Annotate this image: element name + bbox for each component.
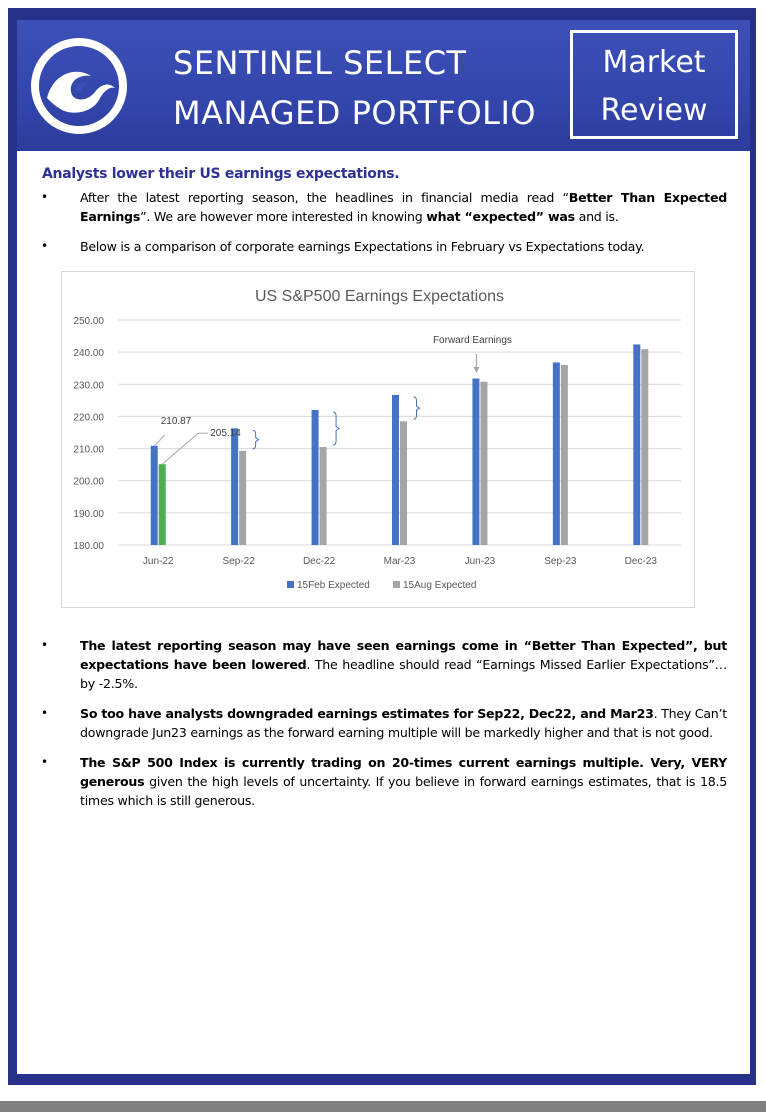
bullet-dot: • [41,190,48,204]
x-tick-label: Dec-22 [302,556,336,567]
bullet-dot: • [41,706,48,720]
x-tick-label: Jun-23 [464,556,496,567]
wave-logo-icon [29,36,129,136]
y-tick-label: 230.00 [73,380,104,392]
y-tick-label: 220.00 [73,412,104,424]
portfolio-title [173,38,573,138]
bullet-text-bold: what “expected” was [426,209,575,224]
bullet-item [37,753,727,810]
header-banner [17,20,750,151]
annotation-arrowhead [473,367,479,373]
y-tick-label: 190.00 [73,508,104,520]
data-label: 205.14 [210,428,241,440]
x-tick-label: Jun-22 [142,556,174,567]
bullet-item [37,636,727,693]
section-heading: Analysts lower their US earnings expectations. [42,166,400,182]
bar-15feb-expected [151,446,158,545]
bar-15feb-expected [553,362,560,545]
bar-15feb-expected [392,395,399,545]
chart-title: US S&P500 Earnings Expectations [254,288,505,305]
x-tick-label: Sep-23 [544,556,577,567]
bullet-list-top [37,188,727,267]
title-line-2: MANAGED PORTFOLIO [173,94,537,132]
bullet-text: ”. We are however more interested in knowing [140,209,427,224]
title-line-1: SENTINEL SELECT [173,44,467,82]
y-tick-label: 240.00 [73,348,104,360]
bar-15aug-expected [320,447,327,545]
bullet-text: given the high levels of uncertainty. If you believe in forward earnings estimates, that is 18.5 times which is still generous. [80,774,727,808]
bullet-text: After the latest reporting season, the headlines in financial media read “ [80,190,569,205]
market-review-badge [570,30,738,139]
bullet-text-bold: The latest reporting season may have seen earnings come in “Better Than Expected”, but expectations have been lowered [80,638,727,672]
x-tick-label: Mar-23 [383,556,416,567]
downgrade-bracket [414,397,420,419]
x-tick-label: Dec-23 [624,556,657,567]
bullet-dot: • [41,638,48,652]
earnings-chart [61,271,695,608]
content-area [17,151,750,1074]
bullet-dot: • [41,755,48,769]
bar-15aug-expected [561,365,568,545]
annotation-label: Forward Earnings [432,335,512,346]
bar-15feb-expected [472,379,479,546]
bullet-text-bold: So too have analysts downgraded earnings estimates for Sep22, Dec22, and Mar23 [80,706,654,721]
bullet-text: Below is a comparison of corporate earnings Expectations in February vs Expectations today. [80,239,645,254]
legend-swatch [287,581,294,588]
bullet-item [37,704,727,742]
bar-15aug-expected [480,382,487,545]
bullet-text-bold: Better Than Expected Earnings [80,190,728,224]
bullet-text-bold: The S&P 500 Index is currently trading on 20-times current earnings multiple. Very, VERY generous [80,755,727,789]
bar-15feb-expected [633,344,640,545]
bullet-text: . The headline should read “Earnings Missed Earlier Expectations”…by -2.5%. [80,657,728,691]
chart-svg [62,272,694,607]
bar-15feb-expected [231,428,238,545]
y-tick-label: 210.00 [73,444,104,456]
data-label: 210.87 [160,415,192,427]
legend-label: 15Feb Expected [297,580,370,591]
y-tick-label: 250.00 [73,316,104,327]
legend-label: 15Aug Expected [403,580,477,591]
bar-15aug-expected [239,451,246,545]
bullet-list-bottom [37,636,727,821]
badge-line-1: Market [602,45,706,80]
bullet-text: and is. [574,209,619,224]
legend-swatch [393,581,400,588]
bullet-text: . They Can’t downgrade Jun23 earnings as the forward earning multiple will be markedly higher and that is not good. [80,706,727,740]
x-tick-label: Sep-22 [222,556,255,567]
bullet-item [37,188,727,226]
badge-line-2: Review [600,93,708,128]
bar-15aug-expected [400,421,407,545]
y-tick-label: 180.00 [73,541,104,552]
bar-15feb-expected [312,410,319,545]
bar-15aug-expected [641,349,648,545]
downgrade-bracket [253,430,259,449]
bullet-item [37,237,727,256]
footer-bar [0,1101,766,1112]
bar-15aug-expected [159,464,166,545]
bullet-dot: • [41,239,48,253]
downgrade-bracket [333,412,339,445]
y-tick-label: 200.00 [73,476,104,488]
data-label-leader [155,435,165,446]
